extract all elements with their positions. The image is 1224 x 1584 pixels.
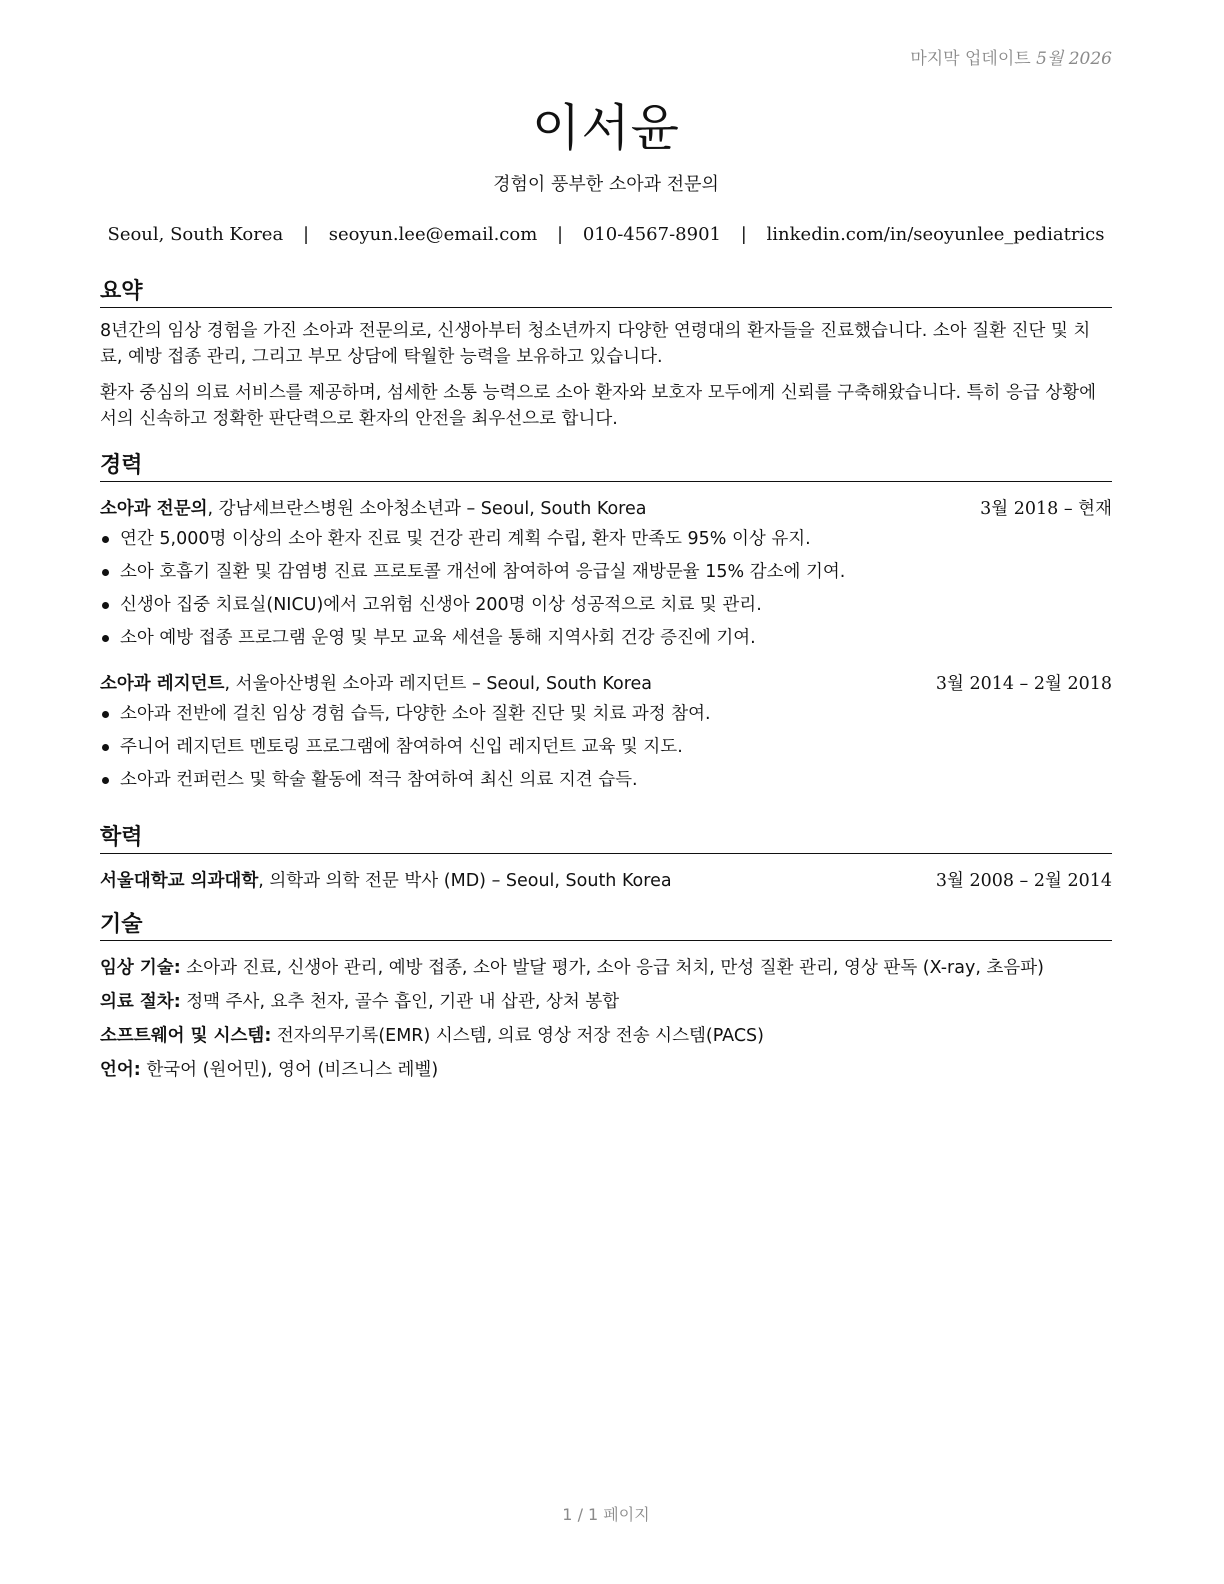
- skill-value: 한국어 (원어민), 영어 (비즈니스 레벨): [140, 1060, 439, 1080]
- contact-line: [100, 224, 1112, 245]
- section-title-experience: 경력: [100, 448, 1112, 482]
- job-bullet: [100, 592, 1112, 618]
- job-bullet: [100, 767, 1112, 793]
- summary-paragraph: 8년간의 임상 경험을 가진 소아과 전문의로, 신생아부터 청소년까지 다양한 연령대의 환자들을 진료했습니다. 소아 질환 진단 및 치료, 예방 접종 관리, 그리고 부모 상담에 탁월한 능력을 보유하고 있습니다.: [100, 321, 1091, 367]
- bullet-icon: [102, 744, 109, 751]
- bullet-icon: [102, 569, 109, 576]
- experience-section: [100, 448, 1112, 800]
- contact-email[interactable]: seoyun.lee@email.com: [328, 224, 538, 245]
- skill-label: 소프트웨어 및 시스템:: [100, 1026, 272, 1046]
- skill-item: [100, 1057, 1112, 1083]
- section-title-skills: 기술: [100, 907, 1112, 941]
- job-bullets: [100, 701, 1112, 793]
- education-degree: , 의학과 의학 전문 박사 (MD) – Seoul, South Korea: [258, 871, 672, 891]
- skill-item: [100, 989, 1112, 1015]
- skill-value: 소아과 진료, 신생아 관리, 예방 접종, 소아 발달 평가, 소아 응급 처치, 만성 질환 관리, 영상 판독 (X-ray, 초음파): [180, 958, 1045, 978]
- contact-separator: |: [740, 224, 747, 245]
- education-entry: [100, 868, 1112, 894]
- job-dates: 3월 2018 – 현재: [980, 499, 1112, 519]
- job-entry: [100, 671, 1112, 793]
- skills-section: [100, 907, 1112, 1091]
- job-bullet: [100, 625, 1112, 651]
- contact-phone: 010-4567-8901: [582, 224, 721, 245]
- skill-item: [100, 955, 1112, 981]
- job-bullet: [100, 701, 1112, 727]
- bullet-icon: [102, 711, 109, 718]
- contact-location: Seoul, South Korea: [107, 224, 284, 245]
- education-dates: 3월 2008 – 2월 2014: [935, 871, 1112, 891]
- job-dates: 3월 2014 – 2월 2018: [935, 674, 1112, 694]
- summary-section: [100, 274, 1112, 432]
- bullet-text: 소아 호흡기 질환 및 감염병 진료 프로토콜 개선에 참여하여 응급실 재방문율 15% 감소에 기여.: [120, 562, 846, 582]
- education-school: 서울대학교 의과대학: [100, 871, 259, 891]
- page-indicator: 1 / 1 페이지: [562, 1505, 650, 1524]
- skill-value: 정맥 주사, 요추 천자, 골수 흡인, 기관 내 삽관, 상처 봉합: [180, 992, 620, 1012]
- job-org: , 서울아산병원 소아과 레지던트 – Seoul, South Korea: [224, 674, 653, 694]
- skill-value: 전자의무기록(EMR) 시스템, 의료 영상 저장 전송 시스템(PACS): [271, 1026, 764, 1046]
- bullet-icon: [102, 635, 109, 642]
- skill-label: 임상 기술:: [100, 958, 181, 978]
- bullet-text: 연간 5,000명 이상의 소아 환자 진료 및 건강 관리 계획 수립, 환자 만족도 95% 이상 유지.: [120, 529, 811, 549]
- job-header: [100, 496, 1112, 522]
- tagline: 경험이 풍부한 소아과 전문의: [493, 174, 719, 195]
- bullet-icon: [102, 536, 109, 543]
- bullet-icon: [102, 602, 109, 609]
- candidate-name: 이서윤: [532, 99, 680, 157]
- bullet-text: 소아 예방 접종 프로그램 운영 및 부모 교육 세션을 통해 지역사회 건강 증진에 기여.: [120, 628, 756, 648]
- contact-linkedin[interactable]: linkedin.com/in/seoyunlee_pediatrics: [766, 224, 1105, 245]
- skill-label: 의료 절차:: [100, 992, 181, 1012]
- bullet-text: 신생아 집중 치료실(NICU)에서 고위험 신생아 200명 이상 성공적으로 치료 및 관리.: [120, 595, 762, 615]
- job-org: , 강남세브란스병원 소아청소년과 – Seoul, South Korea: [207, 499, 647, 519]
- last-updated-date: 5월 2026: [1036, 49, 1112, 69]
- job-bullets: [100, 526, 1112, 651]
- last-updated-label: 마지막 업데이트: [910, 49, 1031, 69]
- skills-list: [100, 955, 1112, 1083]
- summary-paragraph: 환자 중심의 의료 서비스를 제공하며, 섬세한 소통 능력으로 소아 환자와 보호자 모두에게 신뢰를 구축해왔습니다. 특히 응급 상황에서의 신속하고 정확한 판단력으로 환자의 안전을 최우선으로 합니다.: [100, 383, 1097, 429]
- job-header: [100, 671, 1112, 697]
- job-role: 소아과 레지던트: [100, 674, 225, 694]
- bullet-text: 주니어 레지던트 멘토링 프로그램에 참여하여 신입 레지던트 교육 및 지도.: [120, 737, 683, 757]
- section-title-education: 학력: [100, 820, 1112, 854]
- contact-separator: |: [302, 224, 310, 245]
- contact-separator: |: [557, 224, 564, 245]
- job-entry: [100, 496, 1112, 651]
- section-title-summary: 요약: [100, 274, 1112, 308]
- job-bullet: [100, 734, 1112, 760]
- job-bullet: [100, 526, 1112, 552]
- bullet-icon: [102, 777, 109, 784]
- skill-item: [100, 1023, 1112, 1049]
- resume-page: [100, 0, 1112, 1584]
- skill-label: 언어:: [100, 1060, 141, 1080]
- bullet-text: 소아과 컨퍼런스 및 학술 활동에 적극 참여하여 최신 의료 지견 습득.: [120, 770, 638, 790]
- job-bullet: [100, 559, 1112, 585]
- bullet-text: 소아과 전반에 걸친 임상 경험 습득, 다양한 소아 질환 진단 및 치료 과정 참여.: [120, 704, 711, 724]
- last-updated: [910, 44, 1112, 69]
- job-role: 소아과 전문의: [100, 499, 208, 519]
- education-section: [100, 820, 1112, 894]
